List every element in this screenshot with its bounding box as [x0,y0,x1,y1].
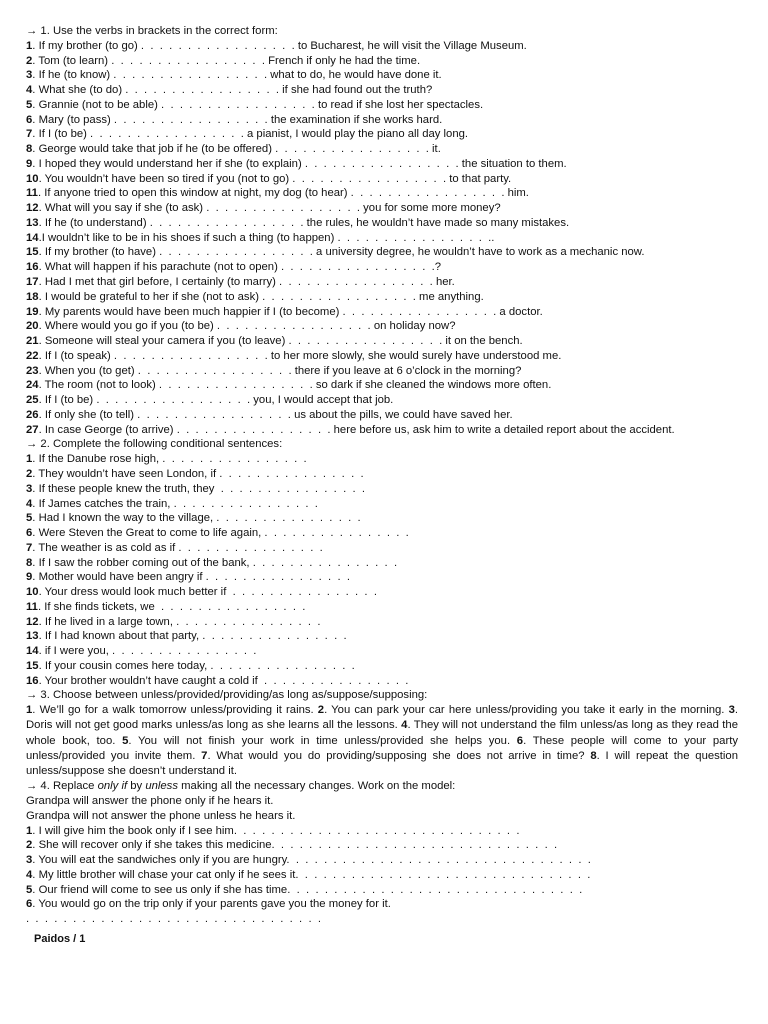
exercise-1-item [26,39,738,54]
exercise-2-list [26,452,738,688]
item-number: 1 [26,824,33,837]
item-text: . Mary (to pass) . . . . . . . . . . . . . . . . . the examination if she works hard. [32,113,443,126]
item-number: 23 [26,364,39,377]
exercise-1-item [26,157,738,172]
item-number: 20 [26,320,39,333]
item-number: 2 [26,467,33,480]
item-text: .I wouldn’t like to be in his shoes if such a thing (to happen) . . . . . . . . . . . . . . . . .. [38,231,495,244]
item-number: 14 [26,231,39,244]
exercise-4-item [26,824,738,839]
exercise-1-item [26,305,738,320]
item-number: 17 [26,276,39,289]
exercise-3-heading: → 3. Choose between unless/provided/providing/as long as/suppose/supposing: [26,689,428,702]
exercise-1-item [26,231,738,246]
exercise-4-item [26,883,738,898]
item-text: . If he (to understand) . . . . . . . . . . . . . . . . . the rules, he wouldn’t have made so many mistakes. [38,216,570,229]
item-text: . When you (to get) . . . . . . . . . . . . . . . . . there if you leave at 6 o’clock in the morning? [38,364,522,377]
item-number: 10 [26,172,39,185]
item-text: . If he (to know) . . . . . . . . . . . . . . . . . what to do, he would have done it. [32,69,442,82]
exercise-2-item [26,570,738,585]
item-number: 5 [26,512,33,525]
item-number: 12 [26,202,39,215]
item-number: 13 [26,216,39,229]
exercise-2-item [26,556,738,571]
exercise-1-item [26,349,738,364]
exercise-1-item [26,127,738,142]
item-text: . I would be grateful to her if she (not to ask) . . . . . . . . . . . . . . . . . me anything. [38,290,484,303]
exercise-1-item [26,83,738,98]
exercise-1-item [26,290,738,305]
exercise-1-item [26,393,738,408]
item-number: 6 [26,113,33,126]
model-sentence-2: Grandpa will not answer the phone unless he hears it. [26,809,296,822]
item-text: . I hoped they would understand her if she (to explain) . . . . . . . . . . . . . . . . . the situation to them. [32,157,567,170]
item-text: . If my brother (to go) . . . . . . . . . . . . . . . . . to Bucharest, he will visit the Village Museum. [32,39,527,52]
item-text: . She will recover only if she takes this medicine. . . . . . . . . . . . . . . . . . . . . . . . . . . . . . . [32,839,558,852]
exercise-1-item [26,216,738,231]
item-text: . If James catches the train, . . . . . . . . . . . . . . . . [32,497,318,510]
sentence-number: 2 [317,704,325,717]
item-text: . What she (to do) . . . . . . . . . . . . . . . . . if she had found out the truth? [32,84,433,97]
exercise-1-list [26,39,738,438]
item-number: 6 [26,898,33,911]
exercise-4-item [26,838,738,853]
exercise-1-item [26,364,738,379]
exercise-2-item [26,615,738,630]
exercise-2-item [26,629,738,644]
item-text: . If my brother (to have) . . . . . . . . . . . . . . . . . a university degree, he wouldn’t have to work as a mechanic now. [38,246,645,259]
page-footer: Paidos / 1 [34,933,86,945]
item-text: . If I saw the robber coming out of the bank, . . . . . . . . . . . . . . . . [32,556,398,569]
item-number: 22 [26,349,39,362]
exercise-1-item [26,334,738,349]
item-text: . Your dress would look much better if . . . . . . . . . . . . . . . . [38,586,377,599]
exercise-2-item [26,497,738,512]
item-number: 3 [26,854,33,867]
item-text: . In case George (to arrive) . . . . . . . . . . . . . . . . . here before us, ask him to write a detailed report about the accident. [38,423,675,436]
exercise-2-item [26,452,738,467]
item-text: . What will you say if she (to ask) . . . . . . . . . . . . . . . . . you for some more money? [38,202,501,215]
item-number: 27 [26,423,39,436]
exercise-1-item [26,408,738,423]
item-text: . If the Danube rose high, . . . . . . . . . . . . . . . . [32,453,307,466]
item-text: . If he lived in a large town, . . . . . . . . . . . . . . . . [38,615,321,628]
exercise-2-item [26,659,738,674]
item-number: 1 [26,453,33,466]
item-text: . My little brother will chase your cat only if he sees it. . . . . . . . . . . . . . . . . . . . . . . . . . . . . . . . [32,868,591,881]
exercise-1-item [26,201,738,216]
item-number: 14 [26,645,39,658]
item-number: 5 [26,98,33,111]
item-text: . Had I known the way to the village, . . . . . . . . . . . . . . . . [32,512,361,525]
item-number: 9 [26,157,33,170]
item-number: 15 [26,246,39,259]
sentence-number: 5 [122,734,129,747]
item-text: . Were Steven the Great to come to life again, . . . . . . . . . . . . . . . . [32,527,409,540]
item-text: . I will give him the book only if I see him. . . . . . . . . . . . . . . . . . . . . . . . . . . . . . . [32,824,520,837]
item-number: 7 [26,541,33,554]
sentence-number: 4 [401,719,408,732]
item-number: 3 [26,69,33,82]
ex4-heading-unless: unless [145,780,178,793]
sentence-text: . I will repeat the question unless/suppose she doesn’t understand it. [26,749,739,778]
item-number: 4 [26,868,33,881]
ex4-heading-pre: → 4. Replace [26,780,98,793]
exercise-1-item [26,142,738,157]
exercise-4-item [26,853,738,868]
sentence-number: 8 [590,749,597,762]
exercise-2-item [26,526,738,541]
item-number: 11 [26,187,38,200]
item-number: 19 [26,305,39,318]
item-text: . You will eat the sandwiches only if you are hungry. . . . . . . . . . . . . . . . . . . . . . . . . . . . . . . . . [32,854,591,867]
exercise-2-item [26,482,738,497]
sentence-text: . You will not finish your work in time unless/provided she helps you. [128,734,517,747]
worksheet [26,24,738,927]
item-number: 16 [26,674,39,687]
sentence-text: . We’ll go for a walk tomorrow unless/providing it rains. [32,704,318,717]
item-text: . If I had known about that party, . . . . . . . . . . . . . . . . [38,630,347,643]
item-text: . If anyone tried to open this window at night, my dog (to hear) . . . . . . . . . . . . . . . . . him. [37,187,529,200]
answer-line-dots: . . . . . . . . . . . . . . . . . . . . . . . . . . . . . . . . [26,913,322,926]
sentence-number: 1 [26,704,33,717]
item-number: 5 [26,883,33,896]
exercise-1-heading: → 1. Use the verbs in brackets in the correct form: [26,25,278,37]
item-text: . The room (not to look) . . . . . . . . . . . . . . . . . so dark if she cleaned the windows more often. [38,379,552,392]
exercise-1-item [26,260,738,275]
exercise-1-item [26,423,738,438]
item-text: . If I (to be) . . . . . . . . . . . . . . . . . a pianist, I would play the piano all day long. [32,128,469,141]
exercise-1-item [26,172,738,187]
sentence-text: . What would you do providing/supposing she does not arrive in time? [207,749,591,762]
item-number: 8 [26,556,33,569]
exercise-1-item [26,245,738,260]
item-text: . Grannie (not to be able) . . . . . . . . . . . . . . . . . to read if she lost her spectacles. [32,98,484,111]
exercise-2-item [26,467,738,482]
item-text: . You would go on the trip only if your parents gave you the money for it. [32,898,391,911]
item-number: 4 [26,84,33,97]
exercise-1-item [26,68,738,83]
item-text: . Someone will steal your camera if you (to leave) . . . . . . . . . . . . . . . . . it on the bench. [38,335,523,348]
item-number: 11 [26,600,38,613]
item-number: 4 [26,497,33,510]
item-number: 7 [26,128,33,141]
exercise-1-item [26,275,738,290]
item-text: . If these people knew the truth, they . . . . . . . . . . . . . . . . [32,482,366,495]
item-number: 2 [26,54,33,67]
item-number: 15 [26,659,39,672]
item-text: . If only she (to tell) . . . . . . . . . . . . . . . . . us about the pills, we could have saved her. [38,408,513,421]
sentence-text: . Doris will not get good marks unless/as long as she learns all the lessons. [26,704,738,732]
item-number: 21 [26,335,39,348]
exercise-2-item [26,644,738,659]
ex4-heading-mid: by [127,780,146,793]
item-text: . If your cousin comes here today, . . . . . . . . . . . . . . . . [38,659,355,672]
exercise-2-item [26,541,738,556]
exercise-4-item [26,868,738,883]
item-text: . What will happen if his parachute (not to open) . . . . . . . . . . . . . . . . .? [38,261,442,274]
item-text: . They wouldn’t have seen London, if . . . . . . . . . . . . . . . . [32,467,364,480]
item-text: . Had I met that girl before, I certainly (to marry) . . . . . . . . . . . . . . . . . her. [38,276,455,289]
exercise-1-item [26,98,738,113]
item-number: 2 [26,839,33,852]
exercise-2-item [26,511,738,526]
item-number: 26 [26,408,39,421]
item-number: 24 [26,379,39,392]
item-text: . If I (to be) . . . . . . . . . . . . . . . . . you, I would accept that job. [38,394,394,407]
item-number: 16 [26,261,39,274]
item-text: . Mother would have been angry if . . . . . . . . . . . . . . . . [32,571,350,584]
item-number: 6 [26,527,33,540]
item-number: 12 [26,615,39,628]
exercise-4-heading [26,779,738,794]
exercise-2-heading: → 2. Complete the following conditional sentences: [26,438,283,451]
exercise-1-item [26,186,738,201]
item-number: 3 [26,482,33,495]
sentence-number: 6 [516,734,524,747]
sentence-text: . You can park your car here unless/providing you take it early in the morning. [324,704,729,717]
exercise-2-item [26,585,738,600]
exercise-2-item [26,600,738,615]
sentence-text: . They will not understand the film unless/as long as they read the whole book, too. [26,719,738,747]
exercise-3-paragraph [26,703,738,779]
sentence-number: 7 [201,749,208,762]
item-text: . Our friend will come to see us only if she has time. . . . . . . . . . . . . . . . . . . . . . . . . . . . . . . . [32,883,583,896]
exercise-1-item [26,54,738,69]
item-text: . Your brother wouldn’t have caught a cold if . . . . . . . . . . . . . . . . [38,674,409,687]
item-text: . If I (to speak) . . . . . . . . . . . . . . . . . to her more slowly, she would surely have understood me. [38,349,562,362]
item-number: 18 [26,290,39,303]
item-text: . Where would you go if you (to be) . . . . . . . . . . . . . . . . . on holiday now? [38,320,456,333]
exercise-1-item [26,319,738,334]
item-number: 13 [26,630,39,643]
exercise-2-item [26,674,738,689]
item-text: . George would take that job if he (to be offered) . . . . . . . . . . . . . . . . . it. [32,143,441,156]
item-number: 9 [26,571,33,584]
item-text: . if I were you, . . . . . . . . . . . . . . . . [38,645,257,658]
model-sentence-1: Grandpa will answer the phone only if he hears it. [26,795,274,807]
ex4-heading-post: making all the necessary changes. Work on the model: [177,780,456,793]
sentence-text: . These people will come to your party unless/provided you invite them. [26,734,738,762]
item-number: 8 [26,143,33,156]
exercise-1-item [26,378,738,393]
item-text: . My parents would have been much happier if I (to become) . . . . . . . . . . . . . . . . . a doctor. [38,305,543,318]
item-text: . If she finds tickets, we . . . . . . . . . . . . . . . . [37,600,306,613]
exercise-4-list [26,824,738,913]
item-number: 25 [26,394,39,407]
exercise-1-item [26,113,738,128]
sentence-number: 3 [728,704,735,717]
exercise-4-item [26,897,738,912]
item-number: 1 [26,39,33,52]
ex4-heading-only-if: only if [97,780,128,793]
item-number: 10 [26,586,39,599]
item-text: . You wouldn’t have been so tired if you (not to go) . . . . . . . . . . . . . . . . . to that party. [38,172,512,185]
item-text: . The weather is as cold as if . . . . . . . . . . . . . . . . [32,541,323,554]
item-text: . Tom (to learn) . . . . . . . . . . . . . . . . . French if only he had the time. [32,54,421,67]
